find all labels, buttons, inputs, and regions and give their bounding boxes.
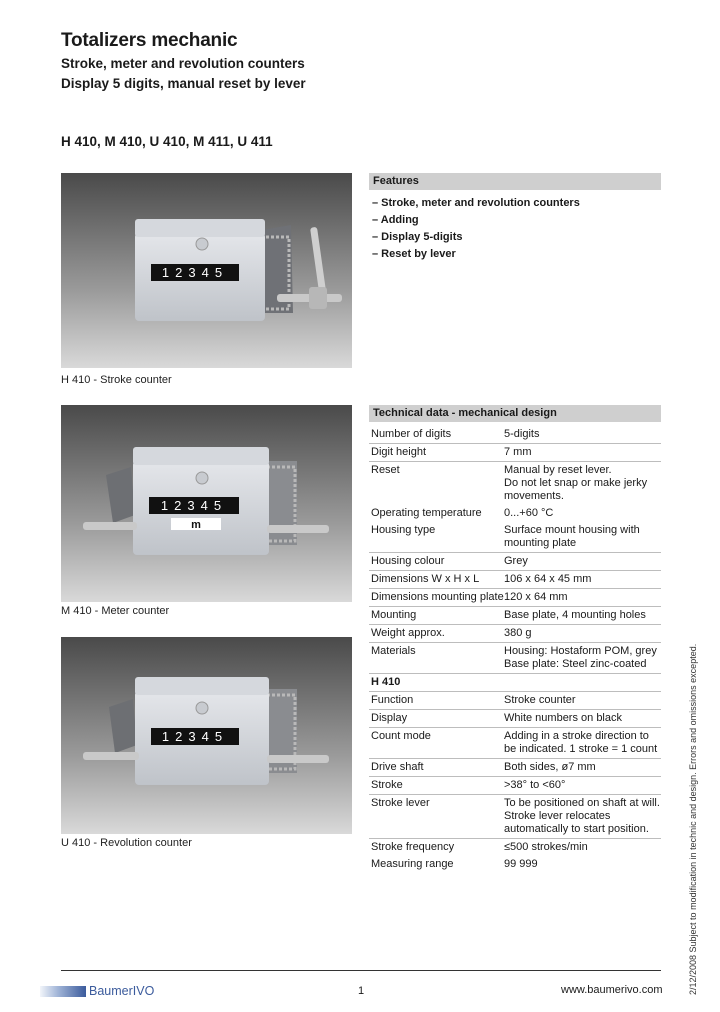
- counter-digits-u410: 12345: [161, 729, 229, 744]
- spec-row: [369, 839, 661, 856]
- spec-row: [369, 426, 661, 444]
- spec-row: [369, 505, 661, 522]
- counter-unit-label: m: [191, 519, 201, 531]
- spec-key: Stroke: [371, 779, 403, 791]
- spec-value: Adding in a stroke direction to be indicated. 1 stroke = 1 count: [504, 730, 658, 755]
- feature-item: – Stroke, meter and revolution counters: [372, 197, 580, 209]
- spec-value: >38° to <60°: [504, 779, 566, 791]
- features-heading: Features: [369, 173, 661, 190]
- spec-row: [369, 692, 661, 710]
- spec-value: 7 mm: [504, 446, 532, 458]
- spec-value: Stroke counter: [504, 694, 576, 706]
- spec-value: 380 g: [504, 627, 532, 639]
- page-subtitle: Stroke, meter and revolution counters: [61, 56, 305, 71]
- spec-value: Grey: [504, 555, 528, 567]
- spec-key: Count mode: [371, 730, 431, 742]
- feature-item: – Adding: [372, 214, 419, 226]
- spec-value: Manual by reset lever. Do not let snap or make jerky movements.: [504, 464, 648, 502]
- features-list: [369, 196, 580, 264]
- page-title: Totalizers mechanic: [61, 30, 238, 51]
- spec-key: Number of digits: [371, 428, 452, 440]
- model-list: H 410, M 410, U 410, M 411, U 411: [61, 134, 273, 149]
- footer-divider: [61, 970, 661, 971]
- spec-table: [369, 426, 661, 873]
- spec-key: Stroke lever: [371, 797, 430, 809]
- h410-subheading: [369, 674, 661, 692]
- spec-value: 0...+60 °C: [504, 507, 554, 519]
- spec-value: Both sides, ø7 mm: [504, 761, 596, 773]
- spec-value: Surface mount housing with mounting plate: [504, 524, 640, 549]
- spec-row: [369, 856, 661, 873]
- spec-row: [369, 607, 661, 625]
- spec-key: Housing colour: [371, 555, 445, 567]
- spec-key: Measuring range: [371, 858, 454, 870]
- spec-key: Operating temperature: [371, 507, 482, 519]
- spec-value: Housing: Hostaform POM, grey Base plate: Steel zinc-coated: [504, 645, 657, 670]
- brand-logo: [40, 984, 154, 998]
- spec-row: [369, 462, 661, 505]
- counter-digits-m410: 12345: [160, 498, 228, 513]
- spec-value: White numbers on black: [504, 712, 622, 724]
- technical-heading: Technical data - mechanical design: [369, 405, 661, 422]
- spec-key: Display: [371, 712, 408, 724]
- spec-row: [369, 589, 661, 607]
- spec-row: [369, 759, 661, 777]
- spec-value: 120 x 64 mm: [504, 591, 568, 603]
- spec-value: 106 x 64 x 45 mm: [504, 573, 592, 585]
- spec-key: Dimensions W x H x L: [371, 573, 480, 585]
- spec-key: Digit height: [371, 446, 427, 458]
- product-photo-h410: [61, 173, 352, 368]
- spec-key: Housing type: [371, 524, 436, 536]
- spec-key: Drive shaft: [371, 761, 424, 773]
- spec-row: [369, 728, 661, 759]
- spec-key: Reset: [371, 464, 400, 476]
- spec-row: [369, 710, 661, 728]
- spec-key: Dimensions mounting plate: [371, 591, 504, 603]
- logo-text-baumer: Baumer: [89, 984, 133, 998]
- photo-caption-m410: M 410 - Meter counter: [61, 605, 170, 617]
- spec-row: [369, 625, 661, 643]
- spec-value: 99 999: [504, 858, 538, 870]
- spec-value: ≤500 strokes/min: [504, 841, 588, 853]
- spec-value: To be positioned on shaft at will. Stroke lever relocates automatically to start position.: [504, 797, 660, 835]
- spec-row: [369, 522, 661, 553]
- page-subtitle-2: Display 5 digits, manual reset by lever: [61, 76, 306, 91]
- photo-caption-u410: U 410 - Revolution counter: [61, 837, 192, 849]
- logo-text: [89, 984, 154, 998]
- counter-digits-h410: 12345: [161, 265, 229, 280]
- photo-caption-h410: H 410 - Stroke counter: [61, 374, 172, 386]
- logo-bar-icon: [40, 986, 86, 997]
- spec-key: Mounting: [371, 609, 417, 621]
- footer-url[interactable]: www.baumerivo.com: [561, 984, 663, 996]
- spec-row: [369, 643, 661, 674]
- feature-item: – Display 5-digits: [372, 231, 463, 243]
- spec-key: Materials: [371, 645, 416, 657]
- spec-row: [369, 553, 661, 571]
- product-photo-u410: [61, 637, 352, 834]
- legal-side-note: 2/12/2008 Subject to modification in technic and design. Errors and omissions excepted.: [688, 643, 698, 995]
- spec-row: [369, 444, 661, 462]
- h410-heading-text: H 410: [371, 676, 401, 688]
- spec-value: Base plate, 4 mounting holes: [504, 609, 646, 621]
- spec-row: [369, 777, 661, 795]
- spec-row: [369, 571, 661, 589]
- spec-key: Stroke frequency: [371, 841, 455, 853]
- page-number: 1: [358, 985, 365, 997]
- product-photo-m410: [61, 405, 352, 602]
- spec-key: Weight approx.: [371, 627, 445, 639]
- logo-text-ivo: IVO: [132, 984, 155, 998]
- spec-key: Function: [371, 694, 414, 706]
- spec-value: 5-digits: [504, 428, 540, 440]
- spec-row: [369, 795, 661, 839]
- feature-item: – Reset by lever: [372, 248, 456, 260]
